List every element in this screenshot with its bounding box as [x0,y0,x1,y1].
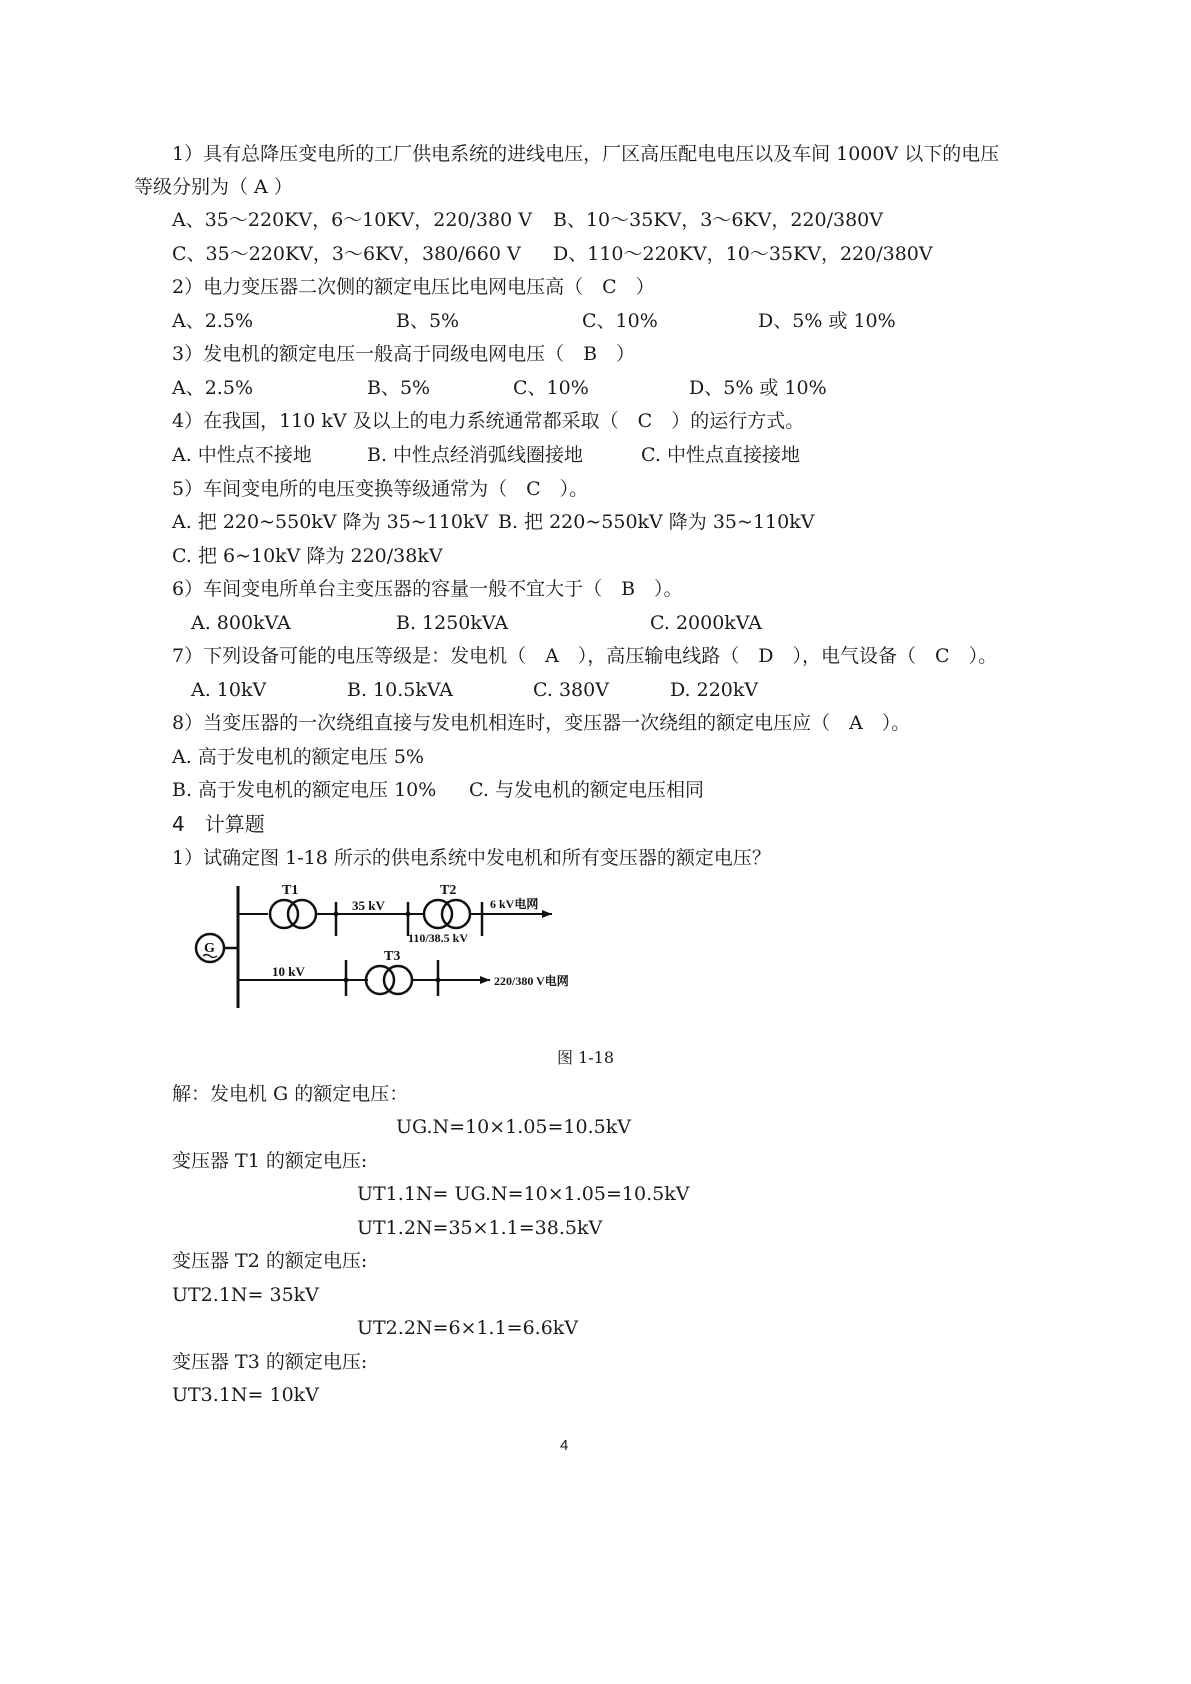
page-number: 4 [560,1437,569,1454]
formula-t2-secondary: UT2.2N=6×1.1=6.6kV [357,1317,579,1339]
t1-winding-right [288,900,316,928]
formula-t2-primary: UT2.1N= 35kV [172,1284,319,1306]
question-5-text: 5）车间变电所的电压变换等级通常为（ C ）。 [172,478,589,500]
t3-winding-right [384,966,412,994]
q2-option-c: C、10% [582,310,658,332]
question-3-text: 3）发电机的额定电压一般高于同级电网电压（ B ） [172,343,636,365]
figure-caption: 图 1-18 [557,1048,615,1067]
q6-option-a: A. 800kVA [191,612,291,634]
t3-label: T3 [384,949,401,964]
label-6kv-grid: 6 kV电网 [490,897,539,911]
question-7-text: 7）下列设备可能的电压等级是：发电机（ A ），高压输电线路（ D ），电气设备（ C ）。 [172,645,998,667]
formula-ug: UG.N=10×1.05=10.5kV [396,1116,631,1138]
question-1-text-cont: 等级分别为（ A ） [134,176,293,198]
generator-label: G [204,941,215,956]
q2-option-a: A、2.5% [172,310,253,332]
q4-option-b: B. 中性点经消弧线圈接地 [367,444,584,466]
t1-heading: 变压器 T1 的额定电压: [172,1150,368,1172]
q5-option-a: A. 把 220~550kV 降为 35~110kV [172,511,489,533]
t1-label: T1 [282,883,299,898]
q3-option-c: C、10% [513,377,589,399]
q2-option-b: B、5% [396,310,460,332]
power-system-diagram [190,876,610,1016]
q7-option-c: C. 380V [533,679,609,701]
q8-option-b: B. 高于发电机的额定电压 10% [172,779,437,801]
q7-option-b: B. 10.5kVA [347,679,454,701]
problem-1-text: 1）试确定图 1-18 所示的供电系统中发电机和所有变压器的额定电压？ [172,847,771,869]
question-1-text: 1）具有总降压变电所的工厂供电系统的进线电压，厂区高压配电电压以及车间 1000V 以下的电压 [172,143,1000,165]
question-2-text: 2）电力变压器二次侧的额定电压比电网电压高（ C ） [172,276,655,298]
label-35kv: 35 kV [352,898,385,913]
q6-option-b: B. 1250kVA [396,612,509,634]
q3-option-b: B、5% [367,377,431,399]
q1-option-c: C、35～220KV，3～6KV，380/660 V [172,243,521,265]
q3-option-a: A、2.5% [172,377,253,399]
q2-option-d: D、5% 或 10% [758,310,896,332]
q1-option-a: A、35～220KV，6～10KV，220/380 V [172,209,532,231]
formula-t1-secondary: UT1.2N=35×1.1=38.5kV [357,1217,603,1239]
q1-option-d: D、110～220KV，10～35KV，220/380V [553,243,933,265]
q5-option-c: C. 把 6~10kV 降为 220/38kV [172,545,443,567]
q7-option-d: D. 220kV [670,679,759,701]
t2-winding-right [442,900,470,928]
question-8-text: 8）当变压器的一次绕组直接与发电机相连时，变压器一次绕组的额定电压应（ A ）。 [172,712,911,734]
question-4-text: 4）在我国，110 kV 及以上的电力系统通常都采取（ C ）的运行方式。 [172,410,805,432]
formula-t3-primary: UT3.1N= 10kV [172,1384,319,1406]
t2-label: T2 [440,883,457,898]
formula-t1-primary: UT1.1N= UG.N=10×1.05=10.5kV [357,1183,690,1205]
q7-option-a: A. 10kV [191,679,267,701]
section-title: 4 计算题 [172,812,265,836]
q8-option-a: A. 高于发电机的额定电压 5% [172,746,424,768]
q4-option-c: C. 中性点直接接地 [641,444,800,466]
question-6-text: 6）车间变电所单台主变压器的容量一般不宜大于（ B ）。 [172,578,683,600]
q5-option-b: B. 把 220~550kV 降为 35~110kV [498,511,815,533]
t3-heading: 变压器 T3 的额定电压: [172,1351,368,1373]
solution-intro: 解：发电机 G 的额定电压： [172,1083,409,1105]
q1-option-b: B、10～35KV，3～6KV，220/380V [553,209,883,231]
q4-option-a: A. 中性点不接地 [172,444,312,466]
label-10kv: 10 kV [272,964,305,979]
q8-option-c: C. 与发电机的额定电压相同 [469,779,704,801]
q6-option-c: C. 2000kVA [650,612,762,634]
t2-heading: 变压器 T2 的额定电压: [172,1250,368,1272]
label-ratio: 110/38.5 kV [408,931,469,945]
label-220-380-grid: 220/380 V电网 [494,974,569,988]
q3-option-d: D、5% 或 10% [689,377,827,399]
